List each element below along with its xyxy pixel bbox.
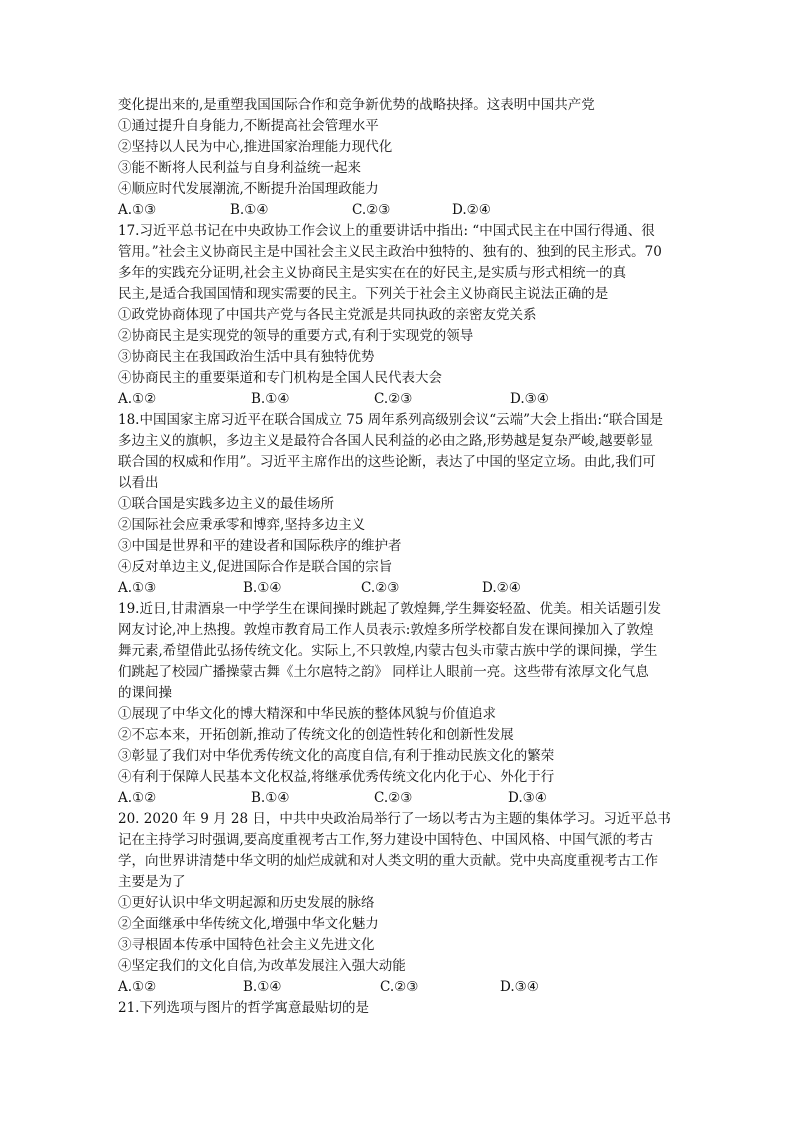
statement-2: ②协商民主是实现党的领导的重要方式,有利于实现党的领导 xyxy=(118,328,474,344)
text-line: 网友讨论,冲上热搜。敦煌市教育局工作人员表示:敦煌多所学校都自发在课间操加入了敦煌 xyxy=(118,622,654,638)
answer-options xyxy=(118,578,678,598)
statement-1: ①展现了中华文化的博大精深和中华民族的整体风貌与价值追求 xyxy=(118,706,496,722)
text-line: 以看出 xyxy=(118,475,159,491)
text-line: 学，向世界讲清楚中华文明的灿烂成就和对人类文明的重大贡献。党中央高度重视考古工作 xyxy=(118,853,658,869)
option-a: A.①② xyxy=(118,790,157,806)
question-19: 19.近日,甘肃酒泉一中学学生在课间操时跳起了敦煌舞,学生舞姿轻盈、优美。相关话题引发 xyxy=(118,601,662,617)
option-c: C.②③ xyxy=(374,790,413,806)
answer-options xyxy=(118,977,678,997)
statement-3: ③彰显了我们对中华优秀传统文化的高度自信,有利于推动民族文化的繁荣 xyxy=(118,748,555,764)
option-c: C.②③ xyxy=(380,979,419,995)
statement-4: ④协商民主的重要渠道和专门机构是全国人民代表大会 xyxy=(118,370,442,386)
statement-2: ②不忘本来，开拓创新,推动了传统文化的创造性转化和创新性发展 xyxy=(118,727,514,743)
option-b: B.①④ xyxy=(251,391,290,407)
option-d: D.②④ xyxy=(482,580,521,596)
answer-options xyxy=(118,389,678,409)
statement-4: ④坚定我们的文化自信,为改革发展注入强大动能 xyxy=(118,958,406,974)
option-c: C.②③ xyxy=(361,580,400,596)
option-a: A.①② xyxy=(118,391,157,407)
statement-2: ②坚持以人民为中心,推进国家治理能力现代化 xyxy=(118,139,393,155)
statement-2: ②国际社会应秉承零和博弈,坚持多边主义 xyxy=(118,517,366,533)
statement-1: ①联合国是实践多边主义的最佳场所 xyxy=(118,496,334,512)
statement-3: ③寻根固本传承中国特色社会主义先进文化 xyxy=(118,937,375,953)
option-a: A.①③ xyxy=(118,580,157,596)
option-a: A.①② xyxy=(118,979,157,995)
question-21: 21.下列选项与图片的哲学寓意最贴切的是 xyxy=(118,1000,369,1016)
option-d: D.③④ xyxy=(500,979,539,995)
option-b: B.①④ xyxy=(243,979,282,995)
question-17: 17.习近平总书记在中央政协工作会议上的重要讲话中指出: “中国式民主在中国行得通、很 xyxy=(118,223,655,239)
option-b: B.①④ xyxy=(230,202,269,218)
text-line: 变化提出来的,是重塑我国国际合作和竞争新优势的战略抉择。这表明中国共产党 xyxy=(118,97,595,113)
question-20: 20. 2020 年 9 月 28 日，中共中央政治局举行了一场以考古为主题的集体学习。习近平总书 xyxy=(118,811,671,827)
text-line: 多年的实践充分证明,社会主义协商民主是实实在在的好民主,是实质与形式相统一的真 xyxy=(118,265,627,281)
text-line: 联合国的权威和作用”。习近平主席作出的这些论断，表达了中国的坚定立场。由此,我们可 xyxy=(118,454,656,470)
text-line: 舞元素,希望借此弘扬传统文化。实际上,不只敦煌,内蒙古包头市蒙古族中学的课间操，学生 xyxy=(118,643,658,659)
answer-options xyxy=(118,200,678,220)
text-line: 主要是为了 xyxy=(118,874,186,890)
option-d: D.③④ xyxy=(510,391,549,407)
option-c: C.②③ xyxy=(374,391,413,407)
option-d: D.③④ xyxy=(508,790,547,806)
text-line: 管用。”社会主义协商民主是中国社会主义民主政治中独特的、独有的、独到的民主形式。70 xyxy=(118,244,662,260)
text-line: 记在主持学习时强调,要高度重视考古工作,努力建设中国特色、中国风格、中国气派的考古 xyxy=(118,832,654,848)
statement-3: ③协商民主在我国政治生活中具有独特优势 xyxy=(118,349,375,365)
option-c: C.②③ xyxy=(352,202,391,218)
option-b: B.①④ xyxy=(243,580,282,596)
option-b: B.①④ xyxy=(251,790,290,806)
statement-4: ④有利于保障人民基本文化权益,将继承优秀传统文化内化于心、外化于行 xyxy=(118,769,555,785)
answer-options xyxy=(118,788,678,808)
statement-4: ④顺应时代发展潮流,不断提升治国理政能力 xyxy=(118,181,379,197)
text-line: 的课间操 xyxy=(118,685,172,701)
text-line: 们跳起了校园广播操蒙古舞《土尔扈特之韵》 同样让人眼前一亮。这些带有浓厚文化气息 xyxy=(118,664,649,680)
statement-2: ②全面继承中华传统文化,增强中华文化魅力 xyxy=(118,916,379,932)
option-a: A.①③ xyxy=(118,202,157,218)
statement-1: ①通过提升自身能力,不断提高社会管理水平 xyxy=(118,118,379,134)
question-18: 18.中国国家主席习近平在联合国成立 75 周年系列高级别会议“云端”大会上指出:“联合国是 xyxy=(118,412,663,428)
statement-1: ①更好认识中华文明起源和历史发展的脉络 xyxy=(118,895,375,911)
statement-4: ④反对单边主义,促进国际合作是联合国的宗旨 xyxy=(118,559,393,575)
option-d: D.②④ xyxy=(452,202,491,218)
text-line: 民主,是适合我国国情和现实需要的民主。下列关于社会主义协商民主说法正确的是 xyxy=(118,286,609,302)
statement-3: ③能不断将人民利益与自身利益统一起来 xyxy=(118,160,361,176)
statement-3: ③中国是世界和平的建设者和国际秩序的维护者 xyxy=(118,538,402,554)
text-line: 多边主义的旗帜，多边主义是最符合各国人民利益的必由之路,形势越是复杂严峻,越要彰显 xyxy=(118,433,654,449)
statement-1: ①政党协商体现了中国共产党与各民主党派是共同执政的亲密友党关系 xyxy=(118,307,537,323)
